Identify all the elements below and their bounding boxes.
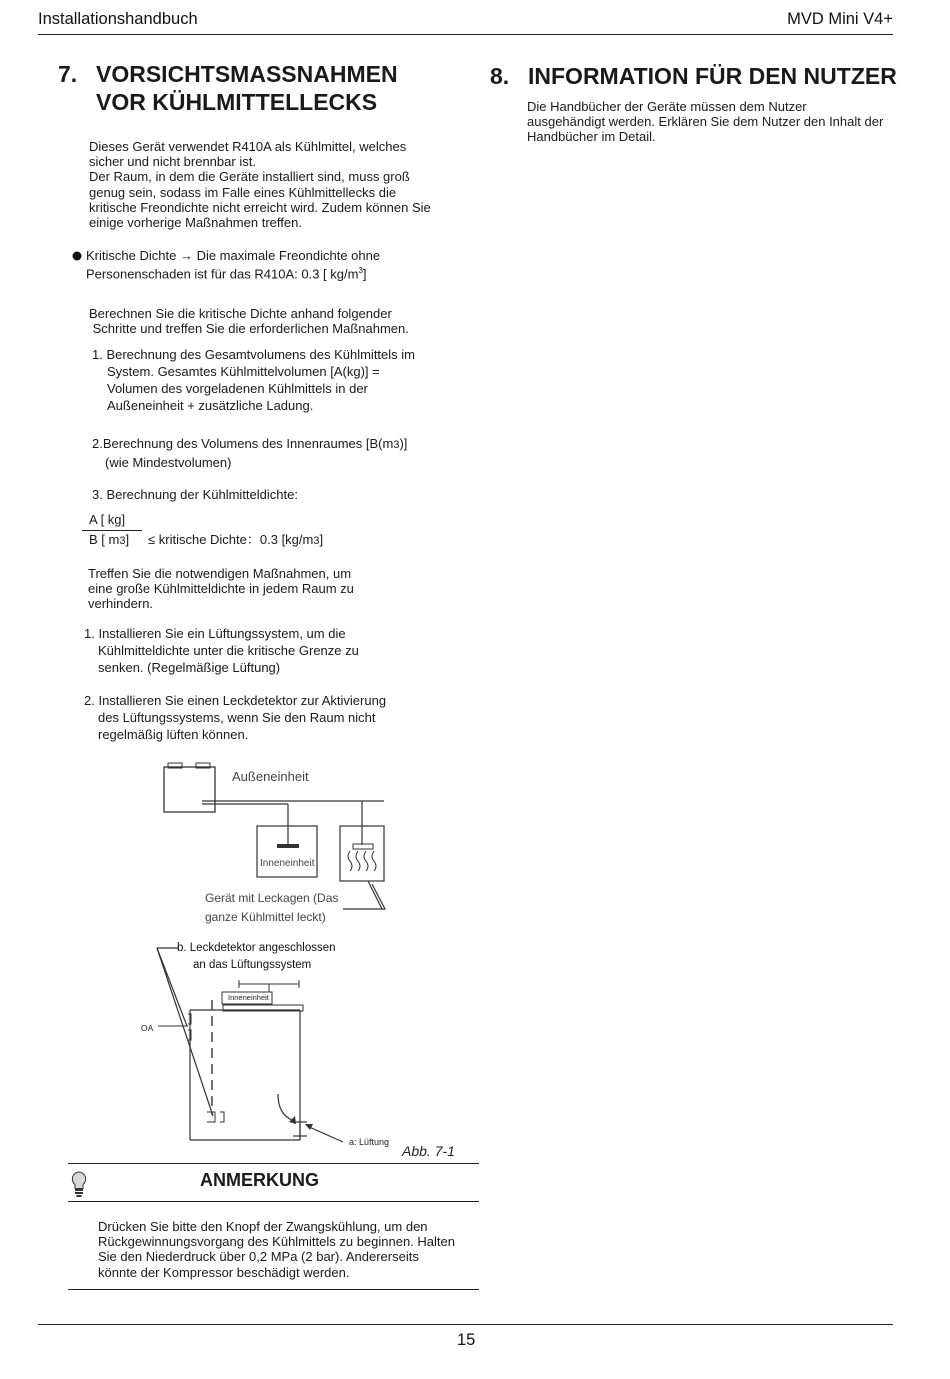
measure1-line: 1. Installieren Sie ein Lüftungssystem, um die [84, 626, 346, 641]
measures-intro-line: Treffen Sie die notwendigen Maßnahmen, um [88, 566, 352, 581]
bullet-sup: 3 [358, 266, 363, 276]
detector-label-1: b. Leckdetektor angeschlossen [177, 942, 336, 954]
note-line: könnte der Kompressor beschädigt werden. [98, 1264, 350, 1280]
measure2-line: 2. Installieren Sie einen Leckdetektor zur Aktivierung [84, 693, 387, 708]
measures-intro-line: eine große Kühlmitteldichte in jedem Raum zu [88, 581, 354, 597]
arrow-right-icon: → [179, 248, 193, 263]
relation-end: ] [319, 532, 324, 547]
section7-title-line2: VOR KÜHLMITTELLECKS [96, 89, 378, 115]
note-line: Drücken Sie bitte den Knopf der Zwangskühlung, um den [98, 1219, 428, 1234]
section8-line: Die Handbücher der Geräte müssen dem Nutzer [527, 99, 807, 114]
leader-line-bottom [340, 880, 390, 912]
header-rule [38, 34, 893, 35]
bullet-end: ] [362, 266, 367, 282]
section8-text [527, 99, 883, 145]
section8-title: INFORMATION FÜR DEN NUTZER [528, 63, 897, 89]
oa-label: OA [141, 1023, 154, 1033]
indoor-unit-small-label: Inneneinheit [228, 993, 269, 1002]
note-line: Sie den Niederdruck über 0,2 MPa (2 bar). Andererseits [98, 1249, 419, 1265]
step2-end: )] [399, 436, 408, 451]
step1-line: System. Gesamtes Kühlmittelvolumen [A(kg)] = [107, 364, 380, 379]
intro-line: kritische Freondichte nicht erreicht wird. Zudem können Sie [89, 199, 431, 215]
relation-text: ≤ kritische Dichte：0.3 [kg/m [148, 532, 314, 547]
critical-density-bullet [86, 248, 380, 282]
step-3: 3. Berechnung der Kühlmitteldichte: [92, 487, 298, 502]
note-line: Rückgewinnungsvorgang des Kühlmittels zu beginnen. Halten [98, 1234, 455, 1250]
step-1 [92, 346, 415, 414]
header-title: Installationshandbuch [38, 10, 198, 28]
measure1-line: senken. (Regelmäßige Lüftung) [98, 660, 281, 675]
bullet-icon [72, 249, 86, 263]
figure-caption: Abb. 7-1 [402, 1143, 455, 1159]
intro-line: einige vorherige Maßnahmen treffen. [89, 215, 302, 231]
calc-intro [89, 306, 409, 336]
calc-intro-line: Schritte und treffen Sie die erforderlichen Maßnahmen. [89, 321, 409, 337]
section7-number: 7. [58, 61, 78, 87]
outdoor-unit-label: Außeneinheit [232, 769, 309, 784]
ventilation-leader [307, 1126, 343, 1142]
bullet-text-1: Die maximale Freondichte ohne [196, 248, 381, 263]
section8-line: Handbücher im Detail. [527, 129, 656, 145]
calc-intro-line: Berechnen Sie die kritische Dichte anhand folgender [89, 306, 392, 321]
measure-2 [84, 692, 386, 743]
step2-text: 2.Berechnung des Volumens des Innenraumes [B(m [92, 436, 394, 451]
denom-text: B [ m [89, 532, 120, 547]
section7-intro [89, 139, 431, 230]
note-rule-top [68, 1163, 479, 1164]
indoor-unit-label: Inneneinheit [260, 858, 315, 869]
ventilation-label: a: Lüftung [349, 1137, 390, 1147]
airflow-arrow-icon [278, 1094, 292, 1120]
step2-sub: 3 [393, 439, 400, 451]
bullet-text-2: Personenschaden ist für das R410A: 0.3 [ kg/m [86, 266, 359, 282]
formula-relation [148, 532, 323, 549]
measure2-line: des Lüftungssystems, wenn Sie den Raum nicht [98, 710, 376, 725]
page-number: 15 [457, 1331, 476, 1349]
section8-line: ausgehändigt werden. Erklären Sie dem Nutzer den Inhalt der [527, 114, 884, 130]
intro-line: Dieses Gerät verwendet R410A als Kühlmittel, welches [89, 139, 407, 154]
ventilation-diagram [135, 940, 395, 1150]
bullet-term: Kritische Dichte [86, 248, 177, 263]
measure1-line: Kühlmitteldichte unter die kritische Grenze zu [98, 643, 359, 658]
leak-label-1: Gerät mit Leckagen (Das [205, 891, 339, 905]
section8-number: 8. [490, 63, 510, 89]
footer-rule [38, 1324, 893, 1325]
formula-denominator [89, 532, 129, 549]
lightbulb-icon [70, 1170, 88, 1198]
measure-1 [84, 625, 359, 676]
note-text [98, 1219, 455, 1280]
measures-intro [88, 566, 354, 612]
indoor-unit-icon [257, 826, 317, 877]
step1-line: 1. Berechnung des Gesamtvolumens des Kühlmittels im [92, 347, 415, 362]
formula-numerator: A [ kg] [89, 512, 126, 527]
step-2 [92, 435, 407, 471]
relation-sub: 3 [313, 535, 320, 547]
note-title: ANMERKUNG [200, 1170, 319, 1190]
step1-line: Volumen des vorgeladenen Kühlmittels in der [107, 381, 368, 396]
intro-line: genug sein, sodass im Falle eines Kühlmittellecks die [89, 184, 397, 200]
denom-sub: 3 [119, 535, 126, 547]
fraction-bar [82, 530, 142, 531]
measures-intro-line: verhindern. [88, 596, 154, 612]
note-rule-bottom [68, 1289, 479, 1290]
leak-label-2: ganze Kühlmittel leckt) [205, 910, 326, 924]
section7-title-line1: VORSICHTSMASSNAHMEN [96, 61, 398, 87]
step2-line2: (wie Mindestvolumen) [105, 455, 232, 470]
detector-label-2: an das Lüftungssystem [193, 959, 312, 971]
outdoor-unit-icon [164, 763, 215, 812]
header-model: MVD Mini V4+ [787, 10, 893, 28]
intro-line: sicher und nicht brennbar ist. [89, 154, 256, 170]
measure2-line: regelmäßig lüften können. [98, 727, 249, 742]
step1-line: Außeneinheit + zusätzliche Ladung. [107, 398, 314, 413]
denom-end: ] [125, 532, 130, 547]
note-rule-mid [68, 1201, 479, 1202]
intro-line: Der Raum, in dem die Geräte installiert sind, muss groß [89, 169, 410, 185]
